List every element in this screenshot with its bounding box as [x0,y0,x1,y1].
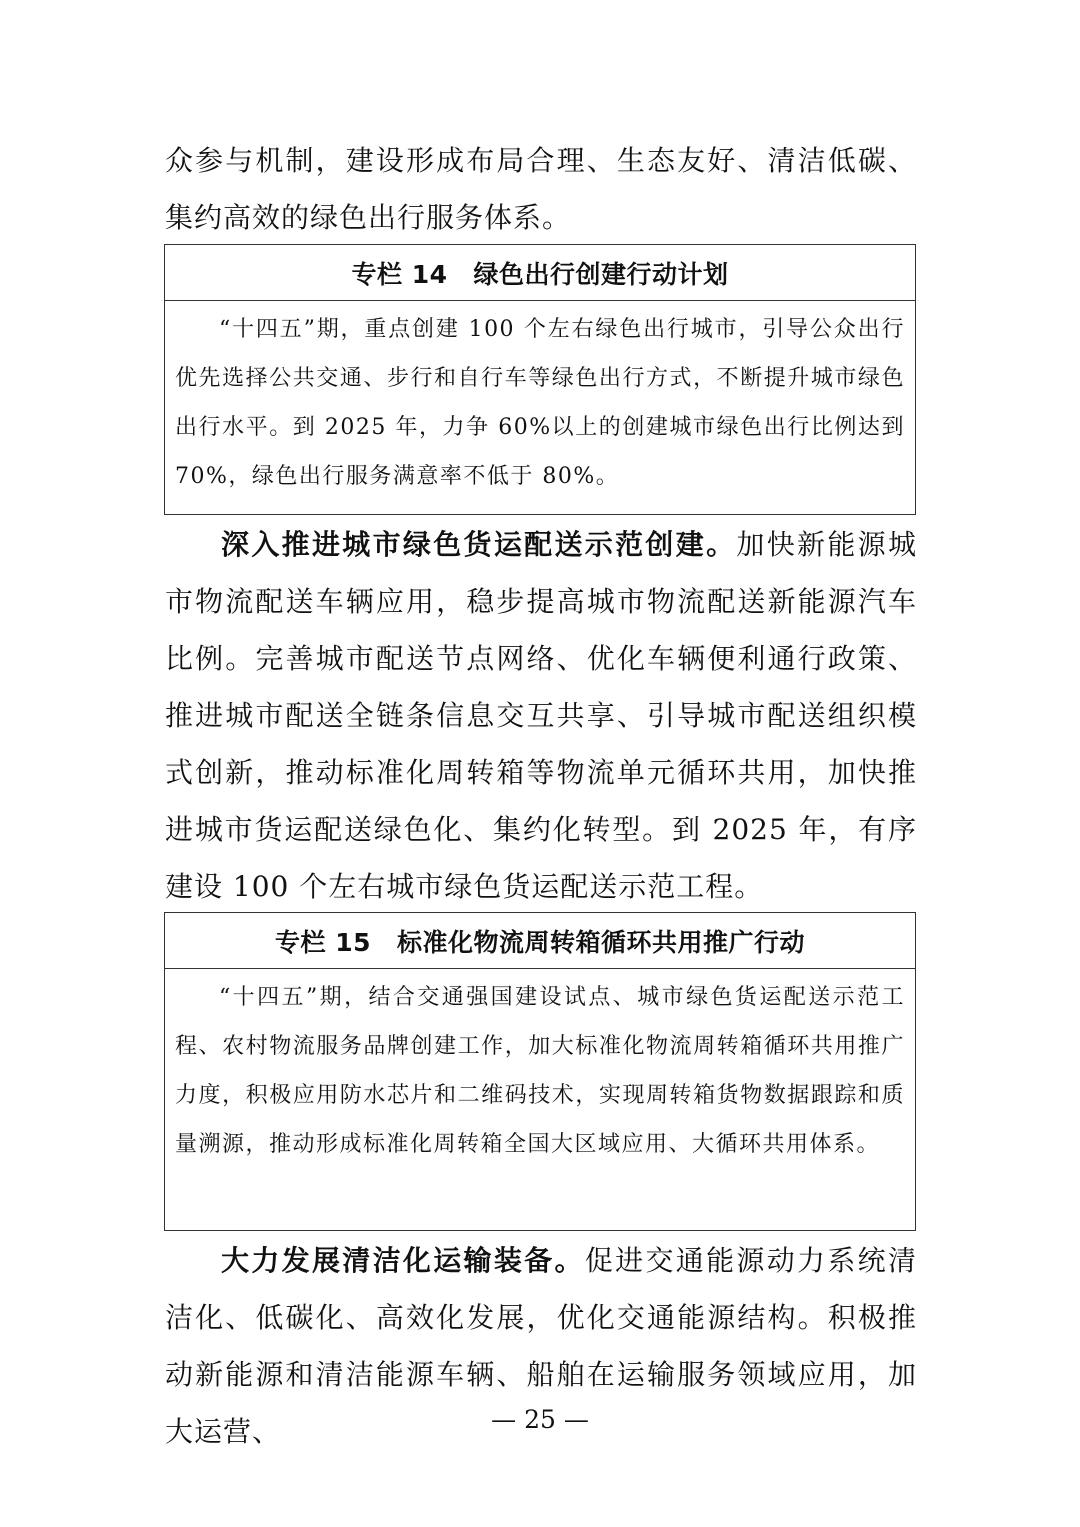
column-box-15-title [165,913,915,969]
column-box-15-heading: 标准化物流周转箱循环共用推广行动 [396,927,805,957]
column-box-14-body: “十四五”期，重点创建 100 个左右绿色出行城市，引导公众出行优先选择公共交通、步行和自行车等绿色出行方式，不断提升城市绿色出行水平。到 2025 年，力争 60%以上的创建城市绿色出行比例达到 70%，绿色出行服务满意率不低于 80%。 [175,317,905,489]
paragraph-freight-lead: 深入推进城市绿色货运配送示范创建。 [221,528,737,561]
page-number: — 25 — [491,1405,589,1434]
column-box-14-heading: 绿色出行创建行动计划 [473,259,729,289]
column-box-15 [164,912,916,1231]
column-box-15-label: 专栏 15 [274,927,371,957]
paragraph-equipment-text: 促进交通能源动力系统清洁化、低碳化、高效化发展，优化交通能源结构。积极推动新能源和清洁能源车辆、船舶在运输服务领域应用，加大运营、 [165,1244,917,1448]
column-box-15-body: “十四五”期，结合交通强国建设试点、城市绿色货运配送示范工程、农村物流服务品牌创建工作，加大标准化物流周转箱循环共用推广力度，积极应用防水芯片和二维码技术，实现周转箱货物数据跟踪和质量溯源，推动形成标准化周转箱全国大区域应用、大循环共用体系。 [175,985,905,1157]
column-box-14-label: 专栏 14 [351,259,448,289]
column-box-14-title [165,245,915,301]
paragraph-equipment-lead: 大力发展清洁化运输装备。 [221,1244,585,1277]
paragraph-freight-text: 加快新能源城市物流配送车辆应用，稳步提高城市物流配送新能源汽车比例。完善城市配送节点网络、优化车辆便利通行政策、推进城市配送全链条信息交互共享、引导城市配送组织模式创新，推动标准化周转箱等物流单元循环共用，加快推进城市货运配送绿色化、集约化转型。到 2025 年，有序建设 100 个左右城市绿色货运配送示范工程。 [165,528,917,903]
paragraph-freight [165,516,917,915]
paragraph-top: 众参与机制，建设形成布局合理、生态友好、清洁低碳、集约高效的绿色出行服务体系。 [165,144,917,234]
column-box-14 [164,244,916,515]
